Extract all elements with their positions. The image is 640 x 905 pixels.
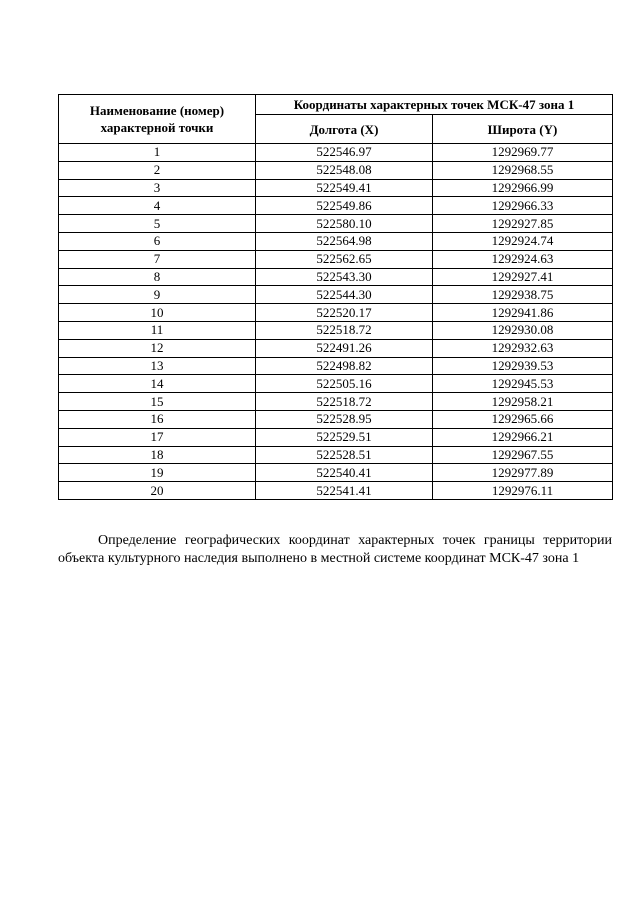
longitude-cell: 522498.82 <box>256 357 433 375</box>
longitude-cell: 522546.97 <box>256 144 433 162</box>
latitude-cell: 1292967.55 <box>433 446 613 464</box>
point-number-cell: 13 <box>59 357 256 375</box>
table-row <box>59 197 613 215</box>
longitude-cell: 522491.26 <box>256 339 433 357</box>
longitude-cell: 522564.98 <box>256 232 433 250</box>
table-row <box>59 179 613 197</box>
point-number-cell: 20 <box>59 482 256 500</box>
table-row <box>59 250 613 268</box>
longitude-cell: 522544.30 <box>256 286 433 304</box>
latitude-cell: 1292932.63 <box>433 339 613 357</box>
table-row <box>59 215 613 233</box>
point-number-cell: 5 <box>59 215 256 233</box>
point-number-cell: 6 <box>59 232 256 250</box>
longitude-cell: 522528.95 <box>256 410 433 428</box>
table-row <box>59 464 613 482</box>
latitude-cell: 1292969.77 <box>433 144 613 162</box>
latitude-cell: 1292966.33 <box>433 197 613 215</box>
latitude-cell: 1292939.53 <box>433 357 613 375</box>
latitude-cell: 1292945.53 <box>433 375 613 393</box>
latitude-cell: 1292968.55 <box>433 161 613 179</box>
point-number-cell: 12 <box>59 339 256 357</box>
latitude-cell: 1292966.99 <box>433 179 613 197</box>
table-row <box>59 144 613 162</box>
point-number-cell: 17 <box>59 428 256 446</box>
longitude-cell: 522549.41 <box>256 179 433 197</box>
table-row <box>59 268 613 286</box>
latitude-cell: 1292977.89 <box>433 464 613 482</box>
table-row <box>59 321 613 339</box>
latitude-cell: 1292924.74 <box>433 232 613 250</box>
longitude-cell: 522548.08 <box>256 161 433 179</box>
table-row <box>59 446 613 464</box>
point-number-cell: 1 <box>59 144 256 162</box>
table-row <box>59 393 613 411</box>
latitude-cell: 1292941.86 <box>433 304 613 322</box>
latitude-cell: 1292966.21 <box>433 428 613 446</box>
header-latitude: Широта (Y) <box>433 115 613 144</box>
point-number-cell: 10 <box>59 304 256 322</box>
header-point-name: Наименование (номер) характерной точки <box>59 95 256 144</box>
point-number-cell: 14 <box>59 375 256 393</box>
longitude-cell: 522543.30 <box>256 268 433 286</box>
point-number-cell: 18 <box>59 446 256 464</box>
table-row <box>59 304 613 322</box>
latitude-cell: 1292924.63 <box>433 250 613 268</box>
point-number-cell: 15 <box>59 393 256 411</box>
point-number-cell: 9 <box>59 286 256 304</box>
longitude-cell: 522520.17 <box>256 304 433 322</box>
latitude-cell: 1292930.08 <box>433 321 613 339</box>
point-number-cell: 8 <box>59 268 256 286</box>
longitude-cell: 522541.41 <box>256 482 433 500</box>
table-row <box>59 375 613 393</box>
longitude-cell: 522505.16 <box>256 375 433 393</box>
latitude-cell: 1292976.11 <box>433 482 613 500</box>
longitude-cell: 522549.86 <box>256 197 433 215</box>
table-row <box>59 482 613 500</box>
longitude-cell: 522528.51 <box>256 446 433 464</box>
point-number-cell: 19 <box>59 464 256 482</box>
coordinates-table <box>58 94 613 500</box>
table-row <box>59 232 613 250</box>
longitude-cell: 522529.51 <box>256 428 433 446</box>
latitude-cell: 1292938.75 <box>433 286 613 304</box>
header-longitude: Долгота (X) <box>256 115 433 144</box>
table-row <box>59 357 613 375</box>
point-number-cell: 7 <box>59 250 256 268</box>
longitude-cell: 522562.65 <box>256 250 433 268</box>
longitude-cell: 522580.10 <box>256 215 433 233</box>
table-body <box>59 144 613 500</box>
point-number-cell: 4 <box>59 197 256 215</box>
point-number-cell: 2 <box>59 161 256 179</box>
latitude-cell: 1292927.41 <box>433 268 613 286</box>
latitude-cell: 1292927.85 <box>433 215 613 233</box>
table-row <box>59 410 613 428</box>
header-coordinates-group: Координаты характерных точек МСК-47 зона 1 <box>256 95 613 115</box>
point-number-cell: 3 <box>59 179 256 197</box>
longitude-cell: 522540.41 <box>256 464 433 482</box>
table-row <box>59 286 613 304</box>
latitude-cell: 1292965.66 <box>433 410 613 428</box>
point-number-cell: 16 <box>59 410 256 428</box>
table-row <box>59 428 613 446</box>
point-number-cell: 11 <box>59 321 256 339</box>
longitude-cell: 522518.72 <box>256 393 433 411</box>
latitude-cell: 1292958.21 <box>433 393 613 411</box>
note-paragraph: Определение географических координат характерных точек границы территории объекта культурного наследия выполнено в местной системе координат МСК-47 зона 1 <box>58 533 612 566</box>
table-row <box>59 339 613 357</box>
longitude-cell: 522518.72 <box>256 321 433 339</box>
table-row <box>59 161 613 179</box>
